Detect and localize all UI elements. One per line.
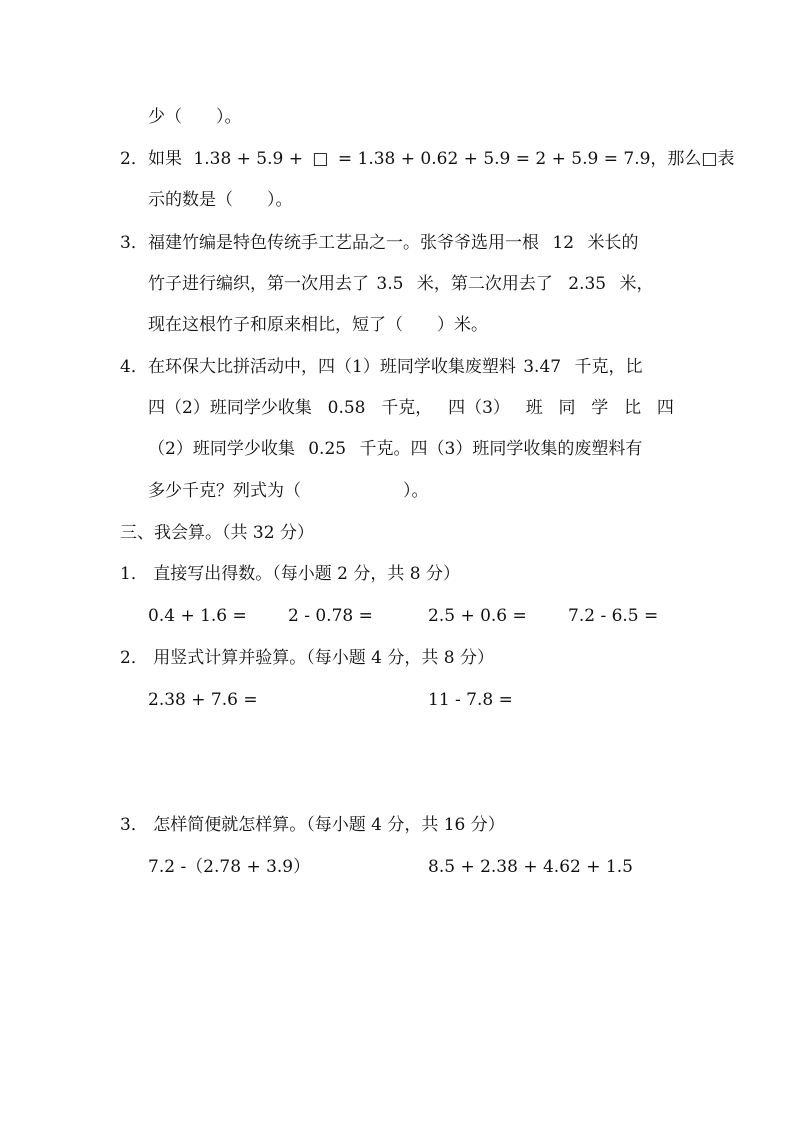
q4-text-j: 四: [656, 398, 674, 418]
q4-line-2: [148, 396, 674, 420]
s3-q3-item-1: 7.2 -（2.78 + 3.9）: [148, 857, 311, 877]
q3-line-1: [148, 231, 638, 255]
q4-text-a: 在环保大比拼活动中，四（1）班同学收集废塑料: [148, 357, 516, 377]
q4-text-h: 学: [591, 398, 609, 418]
q4-text-d: 千克，: [381, 398, 433, 418]
q3-text-c: 竹子进行编织，第一次用去了: [148, 274, 369, 294]
s3-q1-item-1: 0.4 + 1.6 =: [148, 606, 247, 626]
q4-amount-2: 0.58: [327, 398, 366, 418]
q2-expression-a: 1.38 + 5.9 +: [193, 149, 303, 169]
q2-box-symbol: □: [312, 149, 329, 169]
q3-line-2: [148, 272, 654, 296]
q4-line-4: 多少千克？列式为（ ）。: [148, 481, 429, 501]
s3-q1-item-3: 2.5 + 0.6 =: [428, 606, 527, 626]
q3-length: 12: [552, 233, 575, 253]
q1-continuation: 少（ ）。: [148, 107, 242, 127]
s3-q2-item-2: 11 - 7.8 =: [428, 690, 513, 710]
s3-q3-items: [0, 855, 794, 879]
s3-q1-item-2: 2 - 0.78 =: [288, 606, 373, 626]
q4-amount-1: 3.47: [523, 357, 562, 377]
s3-q2-item-1: 2.38 + 7.6 =: [148, 690, 258, 710]
q3-number: 3．: [120, 233, 148, 253]
s3-q2-items: [0, 688, 794, 712]
q4-line-1: [148, 355, 643, 379]
q4-text-i: 比: [624, 398, 642, 418]
s3-q1-title: 1． 直接写出得数。（每小题 2 分，共 8 分）: [120, 564, 460, 584]
s3-q2-title: 2． 用竖式计算并验算。（每小题 4 分，共 8 分）: [120, 648, 494, 668]
s3-q1-items: [0, 604, 794, 628]
s3-q3-item-2: 8.5 + 2.38 + 4.62 + 1.5: [428, 857, 633, 877]
q3-text-d: 米，第二次用去了: [416, 274, 553, 294]
s3-q3-title: 3． 怎样简便就怎样算。（每小题 4 分，共 16 分）: [120, 815, 505, 835]
q4-text-g: 同: [558, 398, 576, 418]
q4-text-f: 班: [525, 398, 543, 418]
q4-number: 4．: [120, 357, 148, 377]
q3-second-use: 2.35: [568, 274, 607, 294]
s3-q1-item-4: 7.2 - 6.5 =: [568, 606, 659, 626]
q4-amount-3: 0.25: [308, 439, 347, 459]
q4-text-c: 四（2）班同学少收集: [148, 398, 312, 418]
q2-expression-b: = 1.38 + 0.62 + 5.9 = 2 + 5.9 = 7.9，那么□表: [337, 149, 735, 169]
q2-line-2: 示的数是（ ）。: [148, 190, 293, 210]
q3-text-e: 米，: [619, 274, 654, 294]
q4-text-e: 四（3）: [448, 398, 510, 418]
q3-first-use: 3.5: [376, 274, 404, 294]
q4-line-3: [148, 437, 642, 461]
q2-text-a: 如果: [148, 149, 182, 169]
q3-line-3: 现在这根竹子和原来相比，短了（ ）米。: [148, 315, 488, 335]
q2-line-1: [148, 147, 734, 171]
q4-text-k: （2）班同学少收集: [148, 439, 295, 459]
q4-text-b: 千克，比: [574, 357, 643, 377]
q3-text-a: 福建竹编是特色传统手工艺品之一。张爷爷选用一根: [148, 233, 539, 253]
q3-text-b: 米长的: [587, 233, 639, 253]
q2-number: 2．: [120, 149, 148, 169]
q4-text-l: 千克。四（3）班同学收集的废塑料有: [359, 439, 643, 459]
section-3-heading: 三、我会算。（共 32 分）: [120, 523, 314, 543]
